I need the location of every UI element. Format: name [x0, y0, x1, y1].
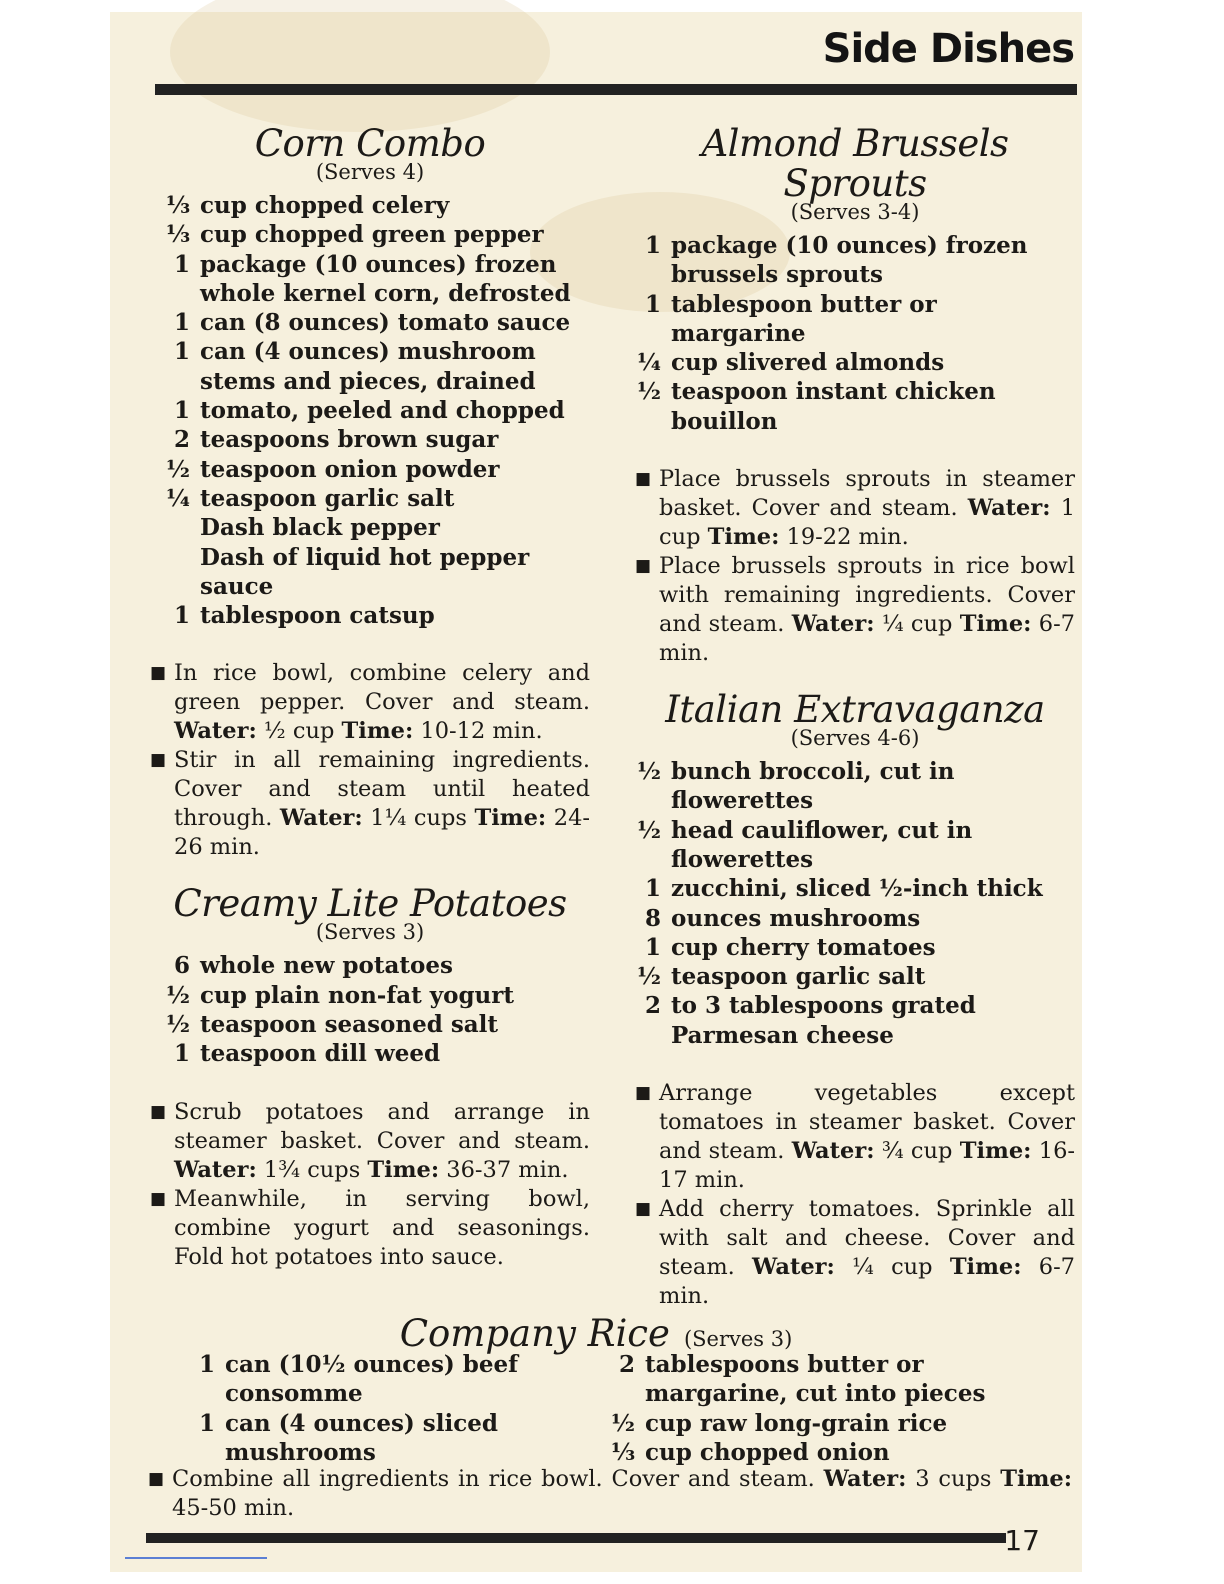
step-text [659, 1079, 1075, 1195]
ingredient-text: teaspoon seasoned salt [200, 1011, 499, 1039]
ingredient-item [635, 757, 1075, 816]
ingredient-qty [150, 513, 200, 542]
recipe-title: Company Rice [399, 1312, 670, 1355]
water-amount: 3 cups [915, 1466, 992, 1492]
ingredient-text: teaspoon garlic salt [671, 963, 926, 991]
ingredient-item [585, 1409, 1025, 1438]
ingredient-text: Dash of liquid hot pepper sauce [200, 543, 530, 600]
ingredient-qty: 8 [644, 904, 661, 932]
time-value: 45-50 min. [172, 1495, 295, 1521]
ingredient-qty: 1 [644, 933, 661, 961]
step-instruction: Meanwhile, in serving bowl, combine yogurt and seasonings. Fold hot potatoes into sauce. [174, 1185, 590, 1270]
ingredient-item [635, 991, 1075, 1050]
step-item [150, 1098, 590, 1185]
ingredient-qty: ½ [166, 1011, 190, 1039]
ingredient-qty: 2 [618, 1351, 635, 1378]
ingredient-text: can (10½ ounces) beef consomme [225, 1351, 519, 1408]
top-rule [155, 84, 1077, 95]
ingredient-item [150, 191, 590, 220]
water-label: Water: [174, 718, 257, 745]
ingredient-text: teaspoon onion powder [200, 455, 500, 483]
water-amount: 1¾ cups [263, 1156, 361, 1183]
ingredient-item [150, 455, 590, 484]
recipe-serves: (Serves 3) [683, 1327, 793, 1351]
recipe-serves: (Serves 4) [315, 160, 425, 184]
ingredient-item [150, 337, 590, 396]
ingredient-text: whole new potatoes [200, 952, 453, 980]
ingredient-text: can (4 ounces) sliced mushrooms [225, 1409, 498, 1466]
ingredient-qty: 1 [173, 602, 190, 630]
ingredient-item [150, 425, 590, 454]
left-column [150, 124, 590, 1272]
ingredient-qty: 1 [173, 338, 190, 366]
step-text [659, 465, 1075, 552]
ingredient-text: cup chopped celery [200, 192, 450, 219]
ingredient-item [155, 1350, 545, 1409]
step-text [659, 552, 1075, 668]
step-instruction: Combine all ingredients in rice bowl. Cover and steam. [172, 1466, 815, 1492]
ingredient-item [150, 1010, 590, 1039]
step-item [150, 1185, 590, 1272]
recipe-title: Almond Brussels Sprouts [701, 122, 1009, 205]
cookbook-page [110, 12, 1082, 1572]
step-text [172, 1465, 1072, 1523]
page-number: 17 [1004, 1524, 1040, 1557]
ingredient-text: ounces mushrooms [671, 904, 921, 932]
paper-stain [170, 0, 550, 132]
ingredient-qty: 1 [173, 309, 190, 337]
ingredient-text: cup slivered almonds [671, 349, 945, 377]
ingredient-item [150, 220, 590, 249]
ingredient-qty: ⅓ [166, 221, 190, 249]
ingredient-item [150, 543, 590, 602]
step-instruction: Stir in all remaining ingredients. Cover and steam until heated through. [174, 747, 590, 832]
step-item [150, 746, 590, 862]
ingredient-item [150, 308, 590, 337]
bullet-icon: ■ [150, 1101, 167, 1122]
time-value: 6-7 min. [659, 1254, 1075, 1310]
ingredient-text: tablespoons butter or margarine, cut into pieces [645, 1351, 986, 1408]
ingredient-text: teaspoon garlic salt [200, 484, 455, 512]
bullet-icon: ■ [635, 1083, 652, 1104]
ingredient-item [150, 601, 590, 630]
time-label: Time: [959, 611, 1032, 638]
ingredient-text: head cauliflower, cut in flowerettes [671, 816, 973, 873]
ingredient-text: cup plain non-fat yogurt [200, 981, 515, 1009]
water-label: Water: [967, 495, 1051, 522]
time-value: 16-17 min. [659, 1138, 1075, 1194]
ingredient-text: tablespoon catsup [200, 602, 435, 630]
recipe-serves: (Serves 3) [315, 920, 425, 945]
ingredient-text: zucchini, sliced ½-inch thick [671, 875, 1043, 903]
recipe-serves: (Serves 4-6) [790, 726, 920, 751]
step-text [174, 1185, 590, 1272]
ingredient-list [150, 951, 590, 1068]
ingredient-qty: 1 [644, 875, 661, 903]
step-instruction: Place brussels sprouts in rice bowl with remaining ingredients. Cover and steam. [659, 553, 1075, 638]
ingredient-item [635, 933, 1075, 962]
water-label: Water: [752, 1254, 835, 1281]
step-list [148, 1465, 1072, 1523]
ingredient-qty: 1 [644, 290, 661, 318]
water-amount: 1 cup [659, 495, 1076, 551]
ingredient-qty: 6 [173, 952, 190, 980]
ingredient-text: teaspoon dill weed [200, 1040, 441, 1068]
ingredient-item [635, 962, 1075, 991]
section-title: Side Dishes [822, 26, 1074, 72]
ingredient-qty: ½ [637, 963, 661, 991]
ingredient-qty: ⅓ [166, 192, 190, 219]
ingredient-item [635, 874, 1075, 903]
ingredient-list [635, 231, 1075, 436]
ingredient-qty: 2 [644, 992, 661, 1020]
ingredient-text: teaspoon instant chicken bouillon [671, 378, 996, 435]
ingredient-text: cup chopped green pepper [200, 221, 544, 249]
water-amount: ½ cup [263, 718, 335, 745]
step-text [659, 1195, 1075, 1311]
ingredient-qty: ½ [637, 816, 661, 844]
ingredient-qty: ⅓ [611, 1438, 635, 1466]
step-instruction: Add cherry tomatoes. Sprinkle all with salt and cheese. Cover and steam. [659, 1196, 1075, 1281]
step-text [174, 746, 590, 862]
ingredient-qty: ¼ [637, 349, 661, 377]
ingredient-qty [150, 543, 200, 602]
step-list [150, 1098, 590, 1272]
time-label: Time: [949, 1254, 1022, 1281]
ingredient-text: package (10 ounces) frozen brussels sprouts [671, 232, 1028, 289]
ingredient-item [150, 513, 590, 542]
ingredient-text: bunch broccoli, cut in flowerettes [671, 758, 955, 815]
recipe-title: Corn Combo [254, 122, 486, 165]
step-instruction: Place brussels sprouts in steamer basket. Cover and steam. [659, 466, 1075, 522]
time-label: Time: [474, 805, 547, 832]
bullet-icon: ■ [635, 469, 652, 490]
water-label: Water: [791, 611, 875, 638]
water-label: Water: [174, 1156, 257, 1183]
ingredient-text: can (8 ounces) tomato sauce [200, 309, 571, 337]
bullet-icon: ■ [148, 1469, 165, 1489]
ingredient-text: Dash black pepper [200, 514, 440, 542]
step-item [148, 1465, 1072, 1523]
ingredient-qty: 2 [173, 426, 190, 454]
ingredient-item [150, 1039, 590, 1068]
ingredient-text: package (10 ounces) frozen whole kernel corn, defrosted [200, 250, 571, 307]
ingredient-qty: 1 [644, 232, 661, 259]
ingredient-item [150, 250, 590, 309]
time-value: 10-12 min. [420, 718, 543, 745]
bullet-icon: ■ [150, 1188, 167, 1209]
ingredient-text: can (4 ounces) mushroom stems and pieces, drained [200, 338, 536, 395]
time-label: Time: [341, 718, 414, 745]
ingredient-item [635, 904, 1075, 933]
ingredient-list [585, 1350, 1025, 1467]
ingredient-text: tablespoon butter or margarine [671, 290, 937, 347]
ingredient-item [635, 348, 1075, 377]
ingredient-qty: ½ [637, 758, 661, 786]
ingredient-text: to 3 tablespoons grated Parmesan cheese [671, 992, 976, 1049]
time-value: 24-26 min. [174, 805, 590, 861]
ingredient-item [635, 377, 1075, 436]
ingredient-item [585, 1350, 1025, 1409]
ingredient-item [635, 290, 1075, 349]
ingredient-qty: 1 [173, 1040, 190, 1068]
step-instruction: Scrub potatoes and arrange in steamer basket. Cover and steam. [174, 1098, 590, 1154]
water-label: Water: [279, 805, 363, 832]
time-value: 19-22 min. [786, 524, 909, 551]
water-amount: ¾ cup [881, 1138, 953, 1165]
time-label: Time: [707, 524, 780, 551]
ingredient-qty: ½ [637, 378, 661, 406]
water-label: Water: [823, 1466, 907, 1492]
ingredient-item [150, 951, 590, 980]
ingredient-list [150, 191, 590, 630]
water-amount: ¼ cup [852, 1254, 933, 1281]
ingredient-text: tomato, peeled and chopped [200, 397, 565, 425]
time-label: Time: [367, 1156, 440, 1183]
bullet-icon: ■ [150, 750, 167, 771]
ingredient-item [150, 396, 590, 425]
bullet-icon: ■ [635, 556, 652, 577]
recipe-title: Italian Extravaganza [665, 688, 1045, 732]
step-item [635, 1079, 1075, 1195]
link-underline [125, 1557, 267, 1559]
ingredient-text: cup cherry tomatoes [671, 933, 936, 961]
ingredient-qty: 1 [173, 397, 190, 425]
ingredient-qty: ½ [611, 1409, 635, 1437]
step-item [635, 465, 1075, 552]
ingredient-qty: ¼ [166, 484, 190, 512]
recipe-title: Creamy Lite Potatoes [173, 882, 567, 926]
company-rice-heading [110, 1312, 1082, 1355]
step-instruction: Arrange vegetables except tomatoes in steamer basket. Cover and steam. [659, 1080, 1075, 1165]
ingredient-item [585, 1438, 1025, 1467]
step-text [174, 659, 590, 746]
water-amount: 1¼ cups [370, 805, 467, 832]
bullet-icon: ■ [150, 663, 167, 684]
ingredient-text: teaspoons brown sugar [200, 426, 499, 454]
time-label: Time: [1000, 1466, 1072, 1492]
ingredient-item [635, 816, 1075, 875]
bottom-rule [146, 1533, 1006, 1543]
ingredient-qty: 1 [173, 250, 190, 278]
ingredient-qty: ½ [166, 981, 190, 1009]
ingredient-item [150, 484, 590, 513]
ingredient-text: cup raw long-grain rice [645, 1409, 948, 1437]
ingredient-item [150, 981, 590, 1010]
step-instruction: In rice bowl, combine celery and green pepper. Cover and steam. [174, 660, 590, 716]
time-label: Time: [959, 1138, 1032, 1165]
ingredient-item [155, 1409, 545, 1468]
step-item [635, 552, 1075, 668]
step-list [635, 1079, 1075, 1311]
step-text [174, 1098, 590, 1185]
step-list [150, 659, 590, 862]
ingredient-list [155, 1350, 545, 1467]
ingredient-item [635, 231, 1075, 290]
step-list [635, 465, 1075, 668]
ingredient-text: cup chopped onion [645, 1438, 890, 1466]
ingredient-qty: ½ [166, 455, 190, 483]
step-item [150, 659, 590, 746]
time-value: 6-7 min. [659, 611, 1075, 667]
recipe-serves: (Serves 3-4) [790, 200, 920, 224]
right-column [635, 124, 1075, 1311]
time-value: 36-37 min. [446, 1156, 569, 1183]
ingredient-qty: 1 [198, 1409, 215, 1437]
step-item [635, 1195, 1075, 1311]
water-amount: ¼ cup [881, 611, 953, 638]
ingredient-list [635, 757, 1075, 1050]
water-label: Water: [791, 1138, 875, 1165]
bullet-icon: ■ [635, 1199, 652, 1220]
ingredient-qty: 1 [198, 1351, 215, 1378]
